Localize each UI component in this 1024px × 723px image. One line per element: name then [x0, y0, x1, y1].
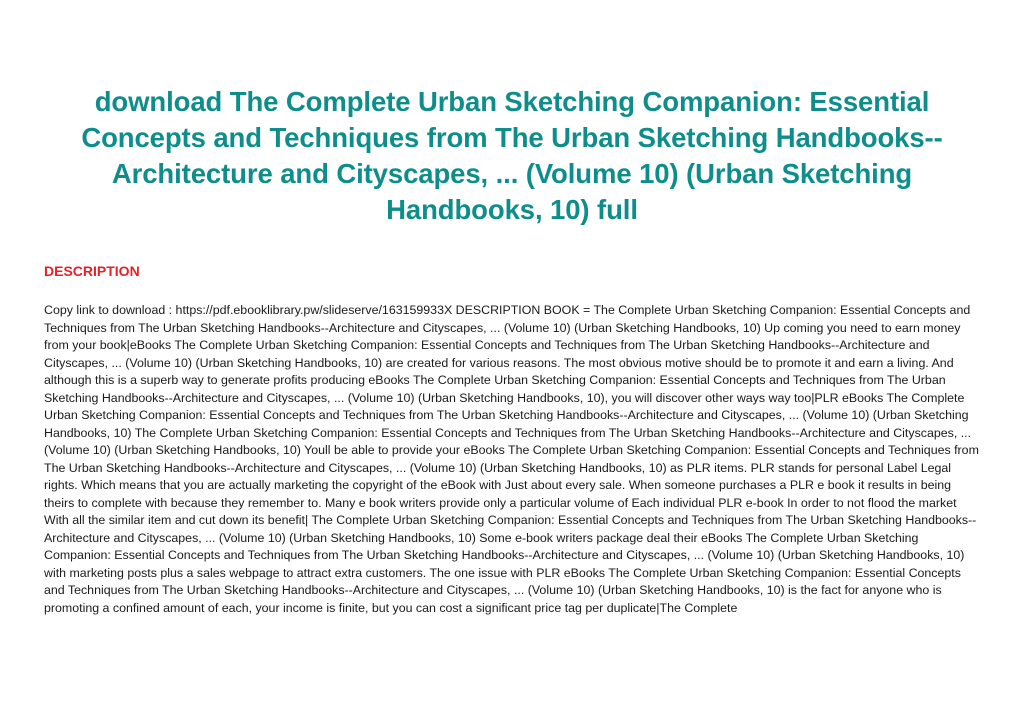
description-body: Copy link to download : https://pdf.ebooklibrary.pw/slideserve/163159933X DESCRIPTION BOOK = The Complete Urban Sketching Companion: Essential Concepts and Techniques from The Urban Sketching Handbooks--Architecture and Cityscapes, ... (Volume 10) (Urban Sketching Handbooks, 10) Up coming you need to earn money from your book|eBooks The Complete Urban Sketching Companion: Essential Concepts and Techniques from The Urban Sketching Handbooks--Architecture and Cityscapes, ... (Volume 10) (Urban Sketching Handbooks, 10) are created for various reasons. The most obvious motive should be to promote it and earn a living. And although this is a superb way to generate profits producing eBooks The Complete Urban Sketching Companion: Essential Concepts and Techniques from The Urban Sketching Handbooks--Architecture and Cityscapes, ... (Volume 10) (Urban Sketching Handbooks, 10), you will discover other ways way too|PLR eBooks The Complete Urban Sketching Companion: Essential Concepts and Techniques from The Urban Sketching Handbooks--Architecture and Cityscapes, ... (Volume 10) (Urban Sketching Handbooks, 10) The Complete Urban Sketching Companion: Essential Concepts and Techniques from The Urban Sketching Handbooks--Architecture and Cityscapes, ... (Volume 10) (Urban Sketching Handbooks, 10) Youll be able to provide your eBooks The Complete Urban Sketching Companion: Essential Concepts and Techniques from The Urban Sketching Handbooks--Architecture and Cityscapes, ... (Volume 10) (Urban Sketching Handbooks, 10) as PLR items. PLR stands for personal Label Legal rights. Which means that you are actually marketing the copyright of the eBook with Just about every sale. When someone purchases a PLR e book it results in being theirs to complete with because they remember to. Many e book writers provide only a particular volume of Each individual PLR e-book In order to not flood the market With all the similar item and cut down its benefit| The Complete Urban Sketching Companion: Essential Concepts and Techniques from The Urban Sketching Handbooks--Architecture and Cityscapes, ... (Volume 10) (Urban Sketching Handbooks, 10) Some e-book writers package deal their eBooks The Complete Urban Sketching Companion: Essential Concepts and Techniques from The Urban Sketching Handbooks--Architecture and Cityscapes, ... (Volume 10) (Urban Sketching Handbooks, 10) with marketing posts plus a sales webpage to attract extra customers. The one issue with PLR eBooks The Complete Urban Sketching Companion: Essential Concepts and Techniques from The Urban Sketching Handbooks--Architecture and Cityscapes, ... (Volume 10) (Urban Sketching Handbooks, 10) is the fact for anyone who is promoting a confined amount of each, your income is finite, but you can cost a significant price tag per duplicate|The Complete — [44, 303, 979, 615]
document-title: download The Complete Urban Sketching Companion: Essential Concepts and Techniques from The Urban Sketching Handbooks--Architecture and Cityscapes, ... (Volume 10) (Urban Sketching Handbooks, 10) full — [81, 86, 943, 225]
description-heading: DESCRIPTION — [44, 263, 140, 279]
